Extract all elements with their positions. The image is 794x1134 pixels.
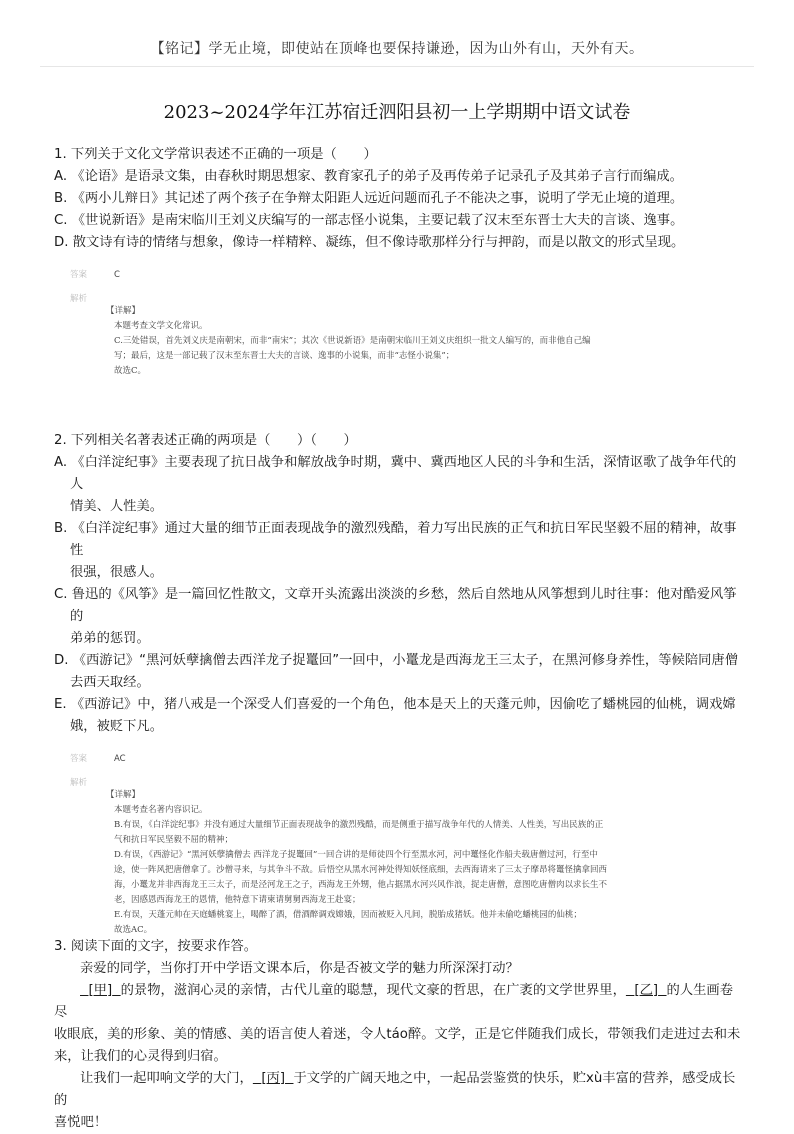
question-1-answer [54,268,744,282]
explanation-label: 解析 [70,778,88,788]
passage-paragraph-2: [甲] 的景物，滋润心灵的亲情，古代儿童的聪慧，现代文豪的哲思，在广袤的文学世界里， [乙] 的人生画卷尽 [54,983,734,1020]
passage-paragraph-2-line-3: 来，让我们的心灵得到归宿。 [54,1049,227,1064]
blank-yi[interactable]: [乙] [634,983,659,998]
explanation-line: 故选C。 [114,366,147,376]
explanation-line: 写；最后，这是一部记载了汉末至东晋士大夫的言谈、逸事的小说集，而非“志怪小说集”； [114,351,455,361]
question-2-explanation [54,776,744,938]
passage-paragraph-1: 亲爱的同学，当你打开中学语文课本后，你是否被文学的魅力所深深打动？ [80,961,519,976]
explanation-line: 途，使一阵风把唐僧拿了。沙僧寻来，与其争斗不敌。后悟空从黑水河神处得知妖怪底细，去西海请来了三太子摩昂将鼍怪擒拿回西 [114,865,608,875]
blank-bing[interactable]: [丙] [261,1071,286,1086]
question-2-option-b: B. 《白洋淀纪事》通过大量的细节正面表现战争的激烈残酷，着力写出民族的正气和抗日军民坚毅不屈的精神，故事性 很强，很感人。 [54,521,737,580]
question-1-stem: 1. 下列关于文化文学常识表述不正确的一项是（ ） [54,147,377,162]
answer-label: 答案 [70,754,88,764]
question-2-option-e: E. 《西游记》中，猪八戒是一个深受人们喜爱的一个角色，他本是天上的天蓬元帅，因偷吃了蟠桃园的仙桃，调戏嫦 娥，被贬下凡。 [54,697,736,734]
question-2 [54,430,744,938]
explanation-line: B.有误，《白洋淀纪事》并没有通过大量细节正面表现战争的激烈残酷，而是侧重于描写战争年代的人情美、人性美，写出民族的正 [114,820,604,830]
explanation-line: C.三处错误，首先刘义庆是南朝宋，而非“南宋”；其次《世说新语》是南朝宋临川王刘义庆组织一批文人编写的，而非他自己编 [114,336,591,346]
explanation-line: 【详解】 [106,790,141,800]
explanation-line: 本题考查文学文化常识。 [114,321,208,331]
explanation-line: 气和抗日军民坚毅不屈的精神； [114,835,234,845]
question-3 [54,936,744,1134]
question-2-option-c: C. 鲁迅的《风筝》是一篇回忆性散文，文章开头流露出淡淡的乡愁，然后自然地从风筝想到儿时往事：他对酷爱风筝的 弟弟的惩罚。 [54,587,737,646]
explanation-line: E.有误，天蓬元帅在天庭蟠桃宴上，喝醉了酒，借酒醉调戏嫦娥，因而被贬入凡间，脱胎成猪妖。他并未偷吃蟠桃园的仙桃； [114,910,582,920]
page-title: 2023~2024学年江苏宿迁泗阳县初一上学期期中语文试卷 [163,102,631,123]
explanation-label: 解析 [70,294,88,304]
question-2-stem: 2. 下列相关名著表述正确的两项是（ ）（ ） [54,433,357,448]
question-1-option-d: D. 散文诗有诗的情绪与想象，像诗一样精粹、凝练，但不像诗歌那样分行与押韵，而是以散文的形式呈现。 [54,235,685,250]
question-3-stem: 3. 阅读下面的文字，按要求作答。 [54,939,258,954]
answer-label: 答案 [70,270,88,280]
explanation-line: 本题考查名著内容识记。 [114,805,208,815]
question-1-explanation [54,292,744,379]
header-divider [40,66,754,67]
answer-value: AC [114,754,126,764]
explanation-line: 老，因感恩西海龙王的恩情，他特意下请柬请舅舅西海龙王赴宴； [114,895,361,905]
page-motto: 【铭记】学无止境，即使站在顶峰也要保持谦逊，因为山外有山，天外有天。 [150,41,644,57]
explanation-line: 【详解】 [106,306,141,316]
explanation-line: 故选AC。 [114,925,153,935]
explanation-line: D.有误，《西游记》“黑河妖孽擒僧去 西洋龙子捉鼍回”一回合讲的是师徒四个行至黑水河，河中鼍怪化作船夫载唐僧过河，行至中 [114,850,598,860]
passage-paragraph-3: 让我们一起叩响文学的大门， [丙] 于文学的广阔天地之中，一起品尝鉴赏的快乐，贮xù丰富的营养，感受成长的 [54,1071,736,1108]
passage-paragraph-3-line-2: 喜悦吧！ [54,1115,108,1130]
answer-value: C [114,270,120,280]
question-2-answer [54,752,744,766]
passage-paragraph-2-line-2: 收眼底，美的形象、美的情感、美的语言使人着迷，令人táo醉。文学，正是它伴随我们成长，带领我们走进过去和未 [54,1027,741,1042]
question-1 [54,144,744,379]
question-2-option-d: D. 《西游记》“黑河妖孽擒僧去西洋龙子捉鼍回”一回中，小鼍龙是西海龙王三太子，在黑河修身养性，等候陪同唐僧 去西天取经。 [54,653,739,690]
question-1-option-c: C. 《世说新语》是南宋临川王刘义庆编写的一部志怪小说集，主要记载了汉末至东晋士大夫的言谈、逸事。 [54,213,684,228]
question-1-option-a: A. 《论语》是语录文集，由春秋时期思想家、教育家孔子的弟子及再传弟子记录孔子及其弟子言行而编成。 [54,169,683,184]
explanation-line: 海，小鼍龙并非西海龙王三太子，而是泾河龙王之子，西海龙王外甥，他占据黑水河兴风作浪，捉走唐僧，意图吃唐僧肉以求长生不 [114,880,608,890]
blank-jia[interactable]: [甲] [88,983,113,998]
question-2-option-a: A. 《白洋淀纪事》主要表现了抗日战争和解放战争时期，冀中、冀西地区人民的斗争和生活，深情讴歌了战争年代的人 情美、人性美。 [54,455,737,514]
question-1-option-b: B. 《两小儿辩日》其记述了两个孩子在争辩太阳距人远近问题而孔子不能决之事，说明了学无止境的道理。 [54,191,684,206]
